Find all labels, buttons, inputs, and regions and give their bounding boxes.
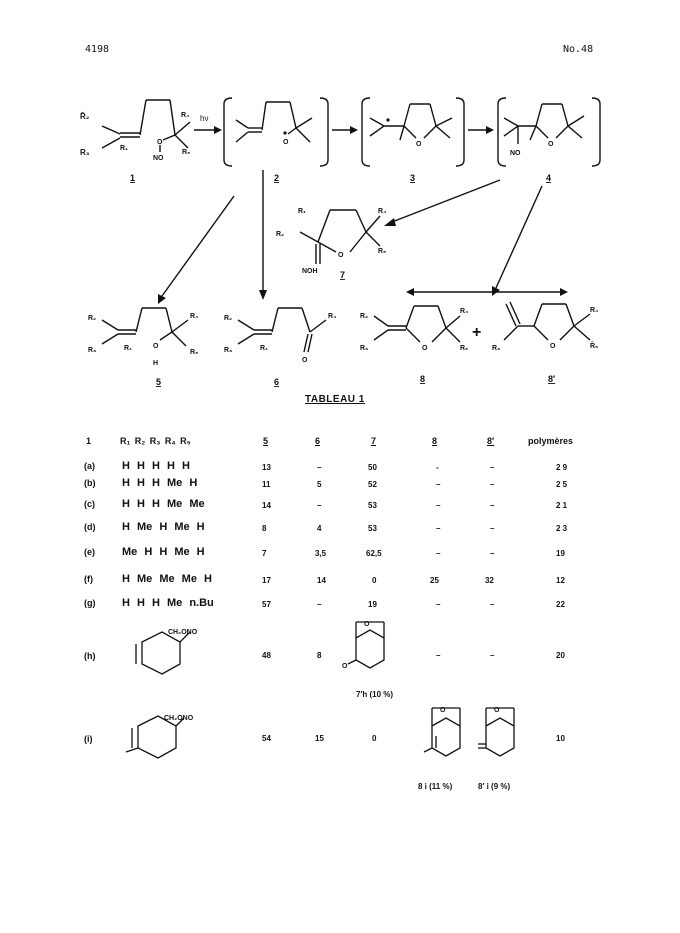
cell-7: 53 [368, 524, 377, 533]
reaction-scheme [0, 0, 680, 400]
svg-text:R₅: R₅ [378, 248, 387, 255]
cell-5: 13 [262, 463, 271, 472]
label-8prime: 8′ [548, 374, 556, 384]
row-substituents: H H H Me H [122, 477, 198, 489]
journal-number: No.48 [563, 44, 594, 55]
cell-polymeres: 2 1 [556, 501, 568, 510]
cell-8: – [436, 549, 441, 558]
cell-polymeres: 2 9 [556, 463, 568, 472]
svg-text:R₄: R₄ [328, 313, 337, 320]
svg-text:R₂: R₂ [88, 315, 97, 322]
label-6: 6 [274, 377, 280, 387]
cell-8prime: – [490, 549, 495, 558]
cell-7: 52 [368, 480, 377, 489]
cell-7: 0 [372, 576, 377, 585]
cell-8prime: – [490, 600, 495, 609]
cell-polymeres: 2 5 [556, 480, 568, 489]
compound-4-structure [498, 98, 600, 166]
cell-8: - [436, 463, 439, 472]
table-title: TABLEAU 1 [305, 394, 365, 405]
cell-5: 48 [262, 651, 271, 660]
svg-text:O: O [342, 663, 348, 670]
svg-text:R₁: R₁ [124, 345, 132, 352]
svg-text:O: O [494, 707, 500, 714]
cell-8prime: – [490, 524, 495, 533]
svg-text:O: O [338, 252, 344, 259]
cell-7: 53 [368, 501, 377, 510]
label-8: 8 [420, 374, 426, 384]
svg-text:CH₂ONO: CH₂ONO [168, 629, 198, 636]
cell-polymeres: 20 [556, 651, 565, 660]
svg-text:R₄: R₄ [181, 112, 190, 119]
row-substituents: H Me Me Me H [122, 573, 212, 585]
svg-text:R̄₂: R̄₂ [80, 112, 90, 121]
header-substituents: R₁ R₂ R₃ R₄ R₅ [120, 436, 191, 446]
cell-5: 17 [262, 576, 271, 585]
svg-text:O: O [440, 707, 446, 714]
cell-7: 62,5 [366, 549, 382, 558]
page-number: 4198 [85, 44, 110, 55]
cell-8: – [436, 651, 441, 660]
cell-polymeres: 22 [556, 600, 565, 609]
svg-text:R₃: R₃ [80, 148, 90, 157]
cell-polymeres: 12 [556, 576, 565, 585]
svg-text:O: O [550, 343, 556, 350]
svg-text:NO: NO [510, 150, 521, 157]
note-8i: 8 i (11 %) [418, 782, 453, 791]
cell-5: 14 [262, 501, 271, 510]
cell-6: – [317, 600, 322, 609]
svg-text:O: O [157, 139, 163, 146]
cell-6: 5 [317, 480, 322, 489]
svg-text:R₁: R₁ [120, 145, 128, 152]
cell-8: – [436, 480, 441, 489]
cell-6: 15 [315, 734, 324, 743]
row-substituents: H H H Me n.Bu [122, 597, 214, 609]
svg-text:R₄: R₄ [460, 308, 469, 315]
svg-text:R₂: R₂ [224, 315, 233, 322]
compound-8prime-structure [492, 302, 598, 352]
row-substituents: H Me H Me H [122, 521, 205, 533]
cell-8prime: – [490, 651, 495, 660]
svg-text:O: O [422, 345, 428, 352]
header-8prime: 8′ [487, 436, 495, 446]
structure-8prime-i [472, 700, 528, 764]
cell-8prime: – [490, 463, 495, 472]
svg-text:R₁: R₁ [298, 208, 306, 215]
cell-6: 4 [317, 524, 322, 533]
row-substituents: Me H H Me H [122, 546, 205, 558]
cell-7: 19 [368, 600, 377, 609]
label-3: 3 [410, 173, 416, 183]
compound-6-structure [224, 308, 336, 364]
svg-text:O: O [153, 343, 159, 350]
row-label: (h) [84, 651, 96, 661]
svg-text:R₂: R₂ [360, 313, 369, 320]
cell-polymeres: 10 [556, 734, 565, 743]
svg-text:R₂: R₂ [276, 231, 285, 238]
svg-text:R₅: R₅ [182, 149, 191, 156]
cell-7: 0 [372, 734, 377, 743]
row-label: (e) [84, 547, 95, 557]
row-label: (g) [84, 598, 96, 608]
header-compound: 1 [86, 436, 92, 446]
svg-text:O: O [283, 139, 289, 146]
svg-text:R₄: R₄ [190, 313, 199, 320]
svg-text:H: H [153, 360, 159, 367]
cell-8: – [436, 600, 441, 609]
cell-polymeres: 19 [556, 549, 565, 558]
structure-7prime-h [340, 616, 396, 676]
label-1: 1 [130, 173, 136, 183]
svg-text:CH₂ONO: CH₂ONO [164, 715, 194, 722]
plus-sign: + [472, 324, 482, 341]
compound-7-structure [276, 208, 386, 275]
svg-text:O: O [548, 141, 554, 148]
header-5: 5 [263, 436, 269, 446]
row-label: (c) [84, 499, 95, 509]
svg-text:R₃: R₃ [360, 345, 369, 352]
compound-5-structure [88, 308, 198, 367]
cell-8prime: – [490, 480, 495, 489]
svg-text:R₄: R₄ [378, 208, 387, 215]
structure-h [128, 622, 228, 686]
cell-8prime: – [490, 501, 495, 510]
cell-5: 54 [262, 734, 271, 743]
row-label: (f) [84, 574, 93, 584]
svg-text:O: O [416, 141, 422, 148]
cell-polymeres: 2 3 [556, 524, 568, 533]
row-label: (a) [84, 461, 95, 471]
cell-8: – [436, 501, 441, 510]
compound-2-structure [224, 98, 328, 166]
compound-8-structure [360, 306, 468, 352]
row-label: (b) [84, 478, 96, 488]
row-substituents: H H H Me Me [122, 498, 205, 510]
cell-7: 50 [368, 463, 377, 472]
header-6: 6 [315, 436, 321, 446]
note-7prime-h: 7′h (10 %) [356, 690, 394, 699]
svg-text:R̄₅: R̄₅ [590, 343, 599, 350]
note-8prime-i: 8′ i (9 %) [478, 782, 511, 791]
cell-8: 25 [430, 576, 439, 585]
svg-text:NO: NO [153, 155, 164, 162]
svg-text:R₄: R₄ [590, 307, 599, 314]
svg-text:R₃: R₃ [492, 345, 501, 352]
compound-1-structure [80, 100, 190, 162]
label-2: 2 [274, 173, 280, 183]
header-7: 7 [371, 436, 377, 446]
svg-text:R₅: R₅ [460, 345, 469, 352]
svg-text:R₁: R₁ [260, 345, 268, 352]
cell-6: 8 [317, 651, 322, 660]
cell-6: – [317, 463, 322, 472]
cell-8prime: 32 [485, 576, 494, 585]
label-4: 4 [546, 173, 552, 183]
cell-8: – [436, 524, 441, 533]
label-7: 7 [340, 270, 346, 280]
cell-5: 8 [262, 524, 267, 533]
cell-5: 11 [262, 480, 271, 489]
svg-text:R₃: R₃ [88, 347, 97, 354]
hv-label: hν [200, 114, 209, 123]
svg-text:O: O [364, 621, 370, 628]
header-polymeres: polymères [528, 436, 574, 446]
svg-text:R₃: R₃ [224, 347, 233, 354]
row-label: (d) [84, 522, 96, 532]
svg-text:R₅: R₅ [190, 349, 199, 356]
label-5: 5 [156, 377, 162, 387]
compound-3-structure [362, 98, 464, 166]
svg-text:NOH: NOH [302, 268, 318, 275]
structure-i [118, 708, 228, 768]
header-8: 8 [432, 436, 438, 446]
cell-5: 7 [262, 549, 267, 558]
cell-6: 3,5 [315, 549, 327, 558]
cell-5: 57 [262, 600, 271, 609]
cell-6: – [317, 501, 322, 510]
svg-text:O: O [302, 357, 308, 364]
structure-8i [418, 700, 474, 764]
row-substituents: H H H H H [122, 460, 190, 472]
cell-6: 14 [317, 576, 326, 585]
row-label: (i) [84, 734, 93, 744]
